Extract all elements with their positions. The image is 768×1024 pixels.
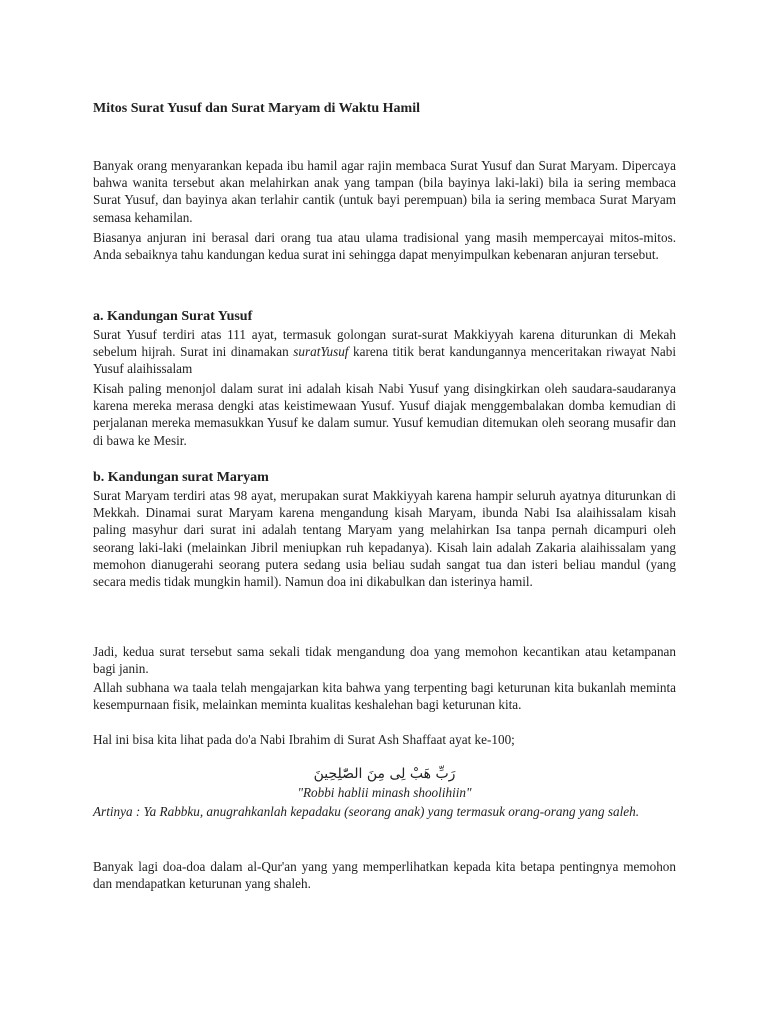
section-b-heading: b. Kandungan surat Maryam xyxy=(93,470,269,485)
section-a-italic-term: suratYusuf xyxy=(293,344,349,360)
section-a-text-after: karena titik berat kandungannya menceritakan riwayat Nabi Yusuf alaihissalam xyxy=(93,344,676,377)
closing-paragraph: Banyak lagi doa-doa dalam al-Qur'an yang yang memperlihatkan kepada kita betapa pentingnya memohon dan mendapatkan keturunan yang shaleh. xyxy=(93,859,676,892)
prayer-transliteration: "Robbi hablii minash shoolihiin" xyxy=(297,785,472,800)
section-a-text-before: Surat Yusuf terdiri atas 111 ayat, termasuk golongan surat-surat Makkiyyah karena diturunkan di Mekah sebelum hijrah. Surat ini dinamakan xyxy=(93,327,676,360)
section-a-heading: a. Kandungan Surat Yusuf xyxy=(93,309,253,324)
intro-paragraph-1: Banyak orang menyarankan kepada ibu hamil agar rajin membaca Surat Yusuf dan Surat Maryam. Dipercaya bahwa wanita tersebut akan melahirkan anak yang tampan (bila bayinya laki-laki) bila ia sering membaca Surat Yusuf, dan bayinya akan terlahir cantik (untuk bayi perempuan) bila ia sering membaca Surat Maryam semasa kehamilan. xyxy=(93,158,676,225)
conclusion-paragraph-1: Jadi, kedua surat tersebut sama sekali tidak mengandung doa yang memohon kecantikan atau ketampanan bagi janin. xyxy=(93,644,676,677)
prayer-meaning: Artinya : Ya Rabbku, anugrahkanlah kepadaku (seorang anak) yang termasuk orang-orang yang saleh. xyxy=(93,804,639,819)
section-a-paragraph-2: Kisah paling menonjol dalam surat ini adalah kisah Nabi Yusuf yang disingkirkan oleh saudara-saudaranya karena mereka merasa dengki atas keistimewaan Yusuf. Yusuf diajak menggembalakan domba kemudian di perjalanan mereka memasukkan Yusuf ke dalam sumur. Yusuf kemudian ditemukan oleh seorang musafir dan di bawa ke Mesir. xyxy=(93,381,676,448)
conclusion-paragraph-3: Hal ini bisa kita lihat pada do'a Nabi Ibrahim di Surat Ash Shaffaat ayat ke-100; xyxy=(93,732,515,747)
arabic-prayer: رَبِّ هَبْ لِى مِنَ الصّٰلِحِينَ xyxy=(313,766,456,782)
section-b-paragraph: Surat Maryam terdiri atas 98 ayat, merupakan surat Makkiyyah karena hampir seluruh ayatnya diturunkan di Mekkah. Dinamai surat Maryam karena mengandung kisah Maryam, ibunda Nabi Isa alaihissalam kisah paling masyhur dari surat ini adalah tentang Maryam yang melahirkan Isa tanpa pernah dicampuri oleh seorang laki-laki (melainkan Jibril meniupkan ruh kepadanya). Kisah lain adalah Zakaria alaihissalam yang memohon dianugerahi seorang putera sedang usia beliau sudah sangat tua dan isteri beliau mandul (yang secara medis tidak mungkin hamil). Namun doa ini dikabulkan dan isterinya hamil. xyxy=(93,488,676,590)
document-title: Mitos Surat Yusuf dan Surat Maryam di Waktu Hamil xyxy=(93,101,420,116)
conclusion-paragraph-2: Allah subhana wa taala telah mengajarkan kita bahwa yang terpenting bagi keturunan kita bukanlah meminta kesempurnaan fisik, melainkan meminta kualitas keshalehan bagi keturunan kita. xyxy=(93,680,676,713)
section-a-paragraph-1 xyxy=(93,326,676,378)
intro-paragraph-2: Biasanya anjuran ini berasal dari orang tua atau ulama tradisional yang masih mempercayai mitos-mitos. Anda sebaiknya tahu kandungan kedua surat ini sehingga dapat menyimpulkan kebenaran anjuran tersebut. xyxy=(93,230,676,263)
